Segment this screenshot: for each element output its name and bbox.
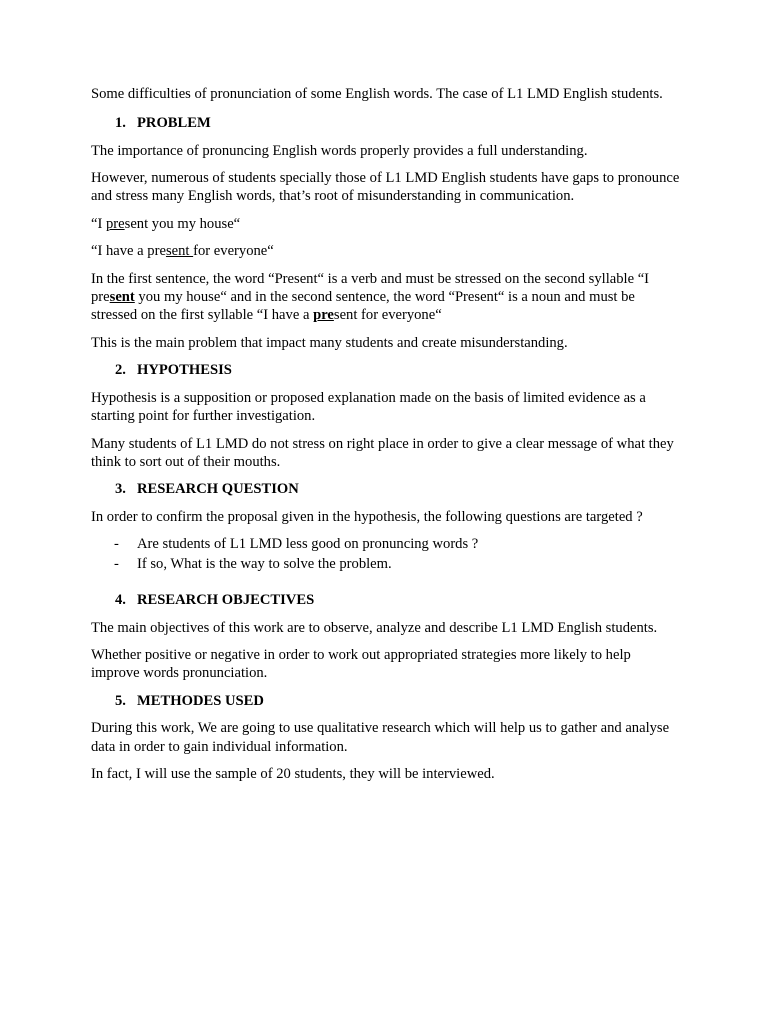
section-heading-research-question [91,480,681,498]
section-title: RESEARCH QUESTION [137,481,299,498]
dash-bullet: - [114,555,119,572]
document-title: Some difficulties of pronunciation of some English words. The case of L1 LMD English students. [91,86,663,102]
section-heading-problem [91,114,681,132]
example-sentence-noun: “I have a present for everyone“ [91,243,274,260]
section-title: HYPOTHESIS [137,362,232,379]
section-number: 5. [115,692,126,709]
section-heading-research-objectives [91,591,681,609]
stressed-syllable: sent [109,288,135,305]
explanation-paragraph: In the first sentence, the word “Present“ is a verb and must be stressed on the second syllable “I present you my house“ and in the second sentence, the word “Present“ is a noun and must be stressed on the first syllable “I have a present for everyone“ [91,270,650,324]
section-heading-methodes-used [91,692,681,710]
paragraph: The main objectives of this work are to observe, analyze and describe L1 LMD English students. [91,619,658,636]
stressed-syllable: sent [165,243,194,260]
document-body [91,85,681,793]
section-number: 4. [115,591,126,608]
section-title: PROBLEM [137,114,211,131]
example-sentence-verb: “I present you my house“ [91,215,241,232]
stressed-syllable: pre [106,215,125,232]
list-item: - Are students of L1 LMD less good on pronuncing words ? [114,536,479,553]
question-list [91,535,681,572]
section-number: 3. [115,481,126,498]
paragraph: The importance of pronuncing English words properly provides a full understanding. [91,142,588,159]
paragraph: However, numerous of students specially those of L1 LMD English students have gaps to pronounce and stress many English words, that’s root of misunderstanding in communication. [91,170,680,205]
section-title: METHODES USED [137,692,264,709]
section-number: 1. [115,114,126,131]
paragraph: Whether positive or negative in order to work out appropriated strategies more likely to help improve words pronunciation. [91,647,631,682]
section-title: RESEARCH OBJECTIVES [137,591,315,608]
paragraph: In order to confirm the proposal given in the hypothesis, the following questions are targeted ? [91,508,643,525]
paragraph: In fact, I will use the sample of 20 students, they will be interviewed. [91,766,495,783]
paragraph: Many students of L1 LMD do not stress on right place in order to give a clear message of what they think to sort out of their mouths. [91,435,674,470]
paragraph: Hypothesis is a supposition or proposed explanation made on the basis of limited evidence as a starting point for further investigation. [91,389,646,425]
section-number: 2. [115,362,126,379]
stressed-syllable: pre [313,307,334,324]
section-heading-hypothesis [91,361,681,379]
paragraph: This is the main problem that impact many students and create misunderstanding. [91,334,568,351]
list-item: - If so, What is the way to solve the problem. [114,555,392,572]
dash-bullet: - [114,536,119,553]
paragraph: During this work, We are going to use qualitative research which will help us to gather and analyse data in order to gain individual information. [91,720,670,755]
